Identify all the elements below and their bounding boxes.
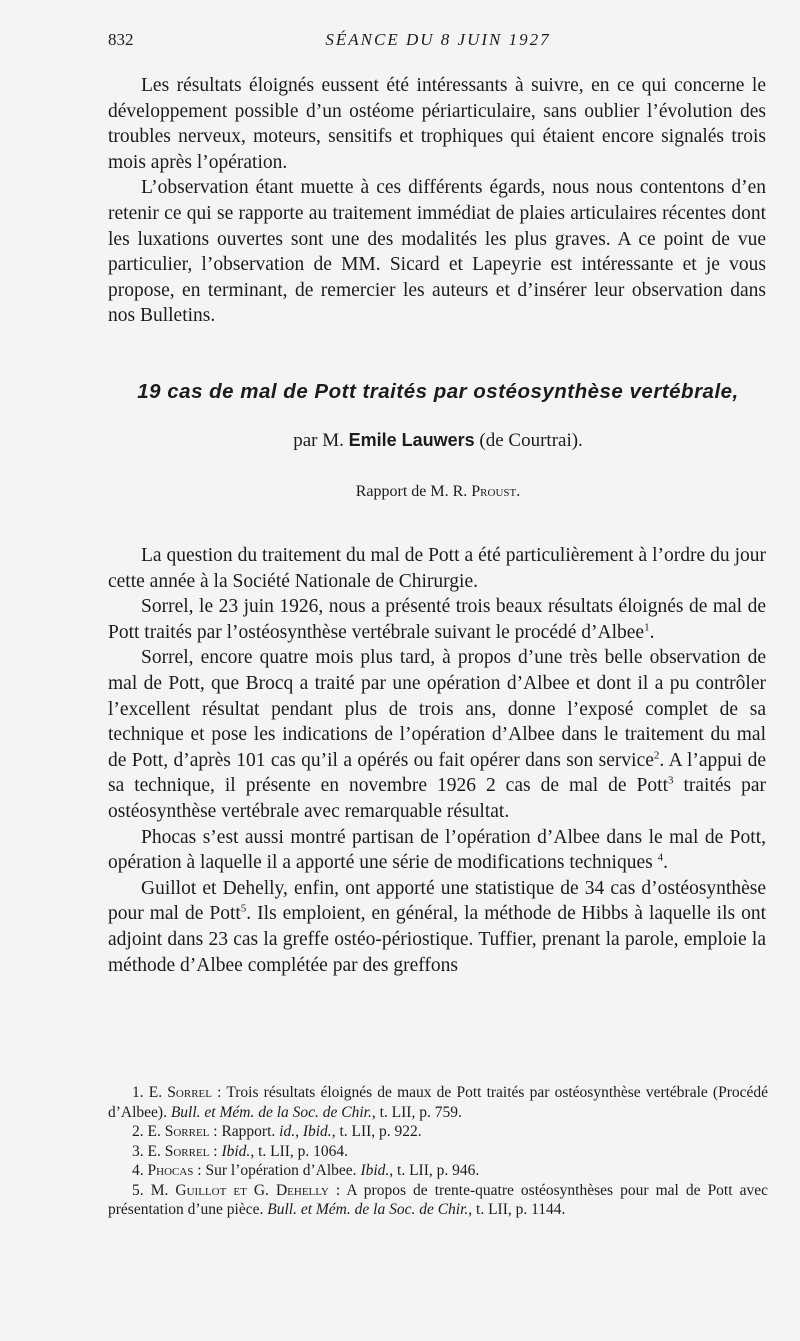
by-prefix: par M. [293, 430, 344, 451]
page-number: 832 [108, 30, 134, 49]
report-prefix: Rapport de M. R. [355, 483, 468, 500]
article-title: 19 cas de mal de Pott traités par ostéosynthèse vertébrale, [137, 380, 739, 403]
footnote: 1. E. Sorrel : Trois résultats éloignés de maux de Pott traités par ostéosynthèse vertébrale (Procédé d’Albee). Bull. et Mém. de la Soc. de Chir., t. LII, p. 759. [108, 1084, 769, 1121]
running-title: SÉANCE DU 8 JUIN 1927 [325, 30, 551, 49]
footnote: 2. E. Sorrel : Rapport. id., Ibid., t. LII, p. 922. [132, 1123, 422, 1140]
intro-paragraph: Les résultats éloignés eussent été intéressants à suivre, en ce qui concerne le développement possible d’un ostéome périarticulaire, sans oublier l’évolution des troubles nerveux, moteurs, sensitifs et trophiques qui étaient encore signalés trois mois après l’opération. [108, 75, 766, 173]
footnote-ref: 4 [657, 851, 664, 864]
paragraph: Sorrel, encore quatre mois plus tard, à propos d’une très belle observation de mal de Pott, que Brocq a traité par une opération d’Albee et dont il a pu contrôler l’excellent résultat pendant plus de trois ans, donne l’exposé complet de sa technique et pose les indications de l’opération d’Albee dans le traitement du mal de Pott, d’après 101 cas qu’il a opérés ou fait opérer dans son service$^2$. A l’appui de sa technique, il présente en novembre 1926 2 cas de mal de Pott$^3$ traités par ostéosynthèse vertébrale avec remarquable résultat. [108, 647, 767, 822]
report-line [108, 483, 768, 501]
author-origin: (de Courtrai). [479, 430, 583, 451]
footnote-ref: 5 [240, 902, 247, 915]
footnote-ref: 2 [653, 749, 660, 762]
reporter-name: Proust. [471, 483, 521, 500]
paragraph: Sorrel, le 23 juin 1926, nous a présenté trois beaux résultats éloignés de mal de Pott traités par l’ostéosynthèse vertébrale suivant le procédé d’Albee$^1$. [108, 596, 766, 643]
footnote: 4. Phocas : Sur l’opération d’Albee. Ibid., t. LII, p. 946. [132, 1162, 480, 1179]
article-body [108, 543, 766, 978]
footnotes [108, 1083, 768, 1220]
author-name: Emile Lauwers [348, 430, 475, 450]
paragraph: Guillot et Dehelly, enfin, ont apporté une statistique de 34 cas d’ostéosynthèse pour mal de Pott$^5$. Ils emploient, en général, la méthode de Hibbs à laquelle ils ont adjoint dans 23 cas la greffe ostéo-périostique. Tuffier, prenant la parole, emploie la méthode d’Albee complétée par des greffons [108, 877, 766, 976]
intro-paragraph: L’observation étant muette à ces différents égards, nous nous contentons d’en retenir ce qui se rapporte au traitement immédiat de plaies articulaires récentes dont les luxations ouvertes sont une des modalités les plus graves. A ce point de vue particulier, l’observation de MM. Sicard et Lapeyrie est intéressante et je vous propose, en terminant, de remercier les auteurs et d’insérer leur observation dans nos Bulletins. [108, 177, 766, 327]
footnote: 5. M. Guillot et G. Dehelly : A propos de trente-quatre ostéosynthèses pour mal de Pott avec présentation d’une pièce. Bull. et Mém. de la Soc. de Chir., t. LII, p. 1144. [108, 1181, 768, 1218]
paragraph: Phocas s’est aussi montré partisan de l’opération d’Albee dans le mal de Pott, opération à laquelle il a apporté une série de modifications techniques $^4$. [108, 826, 766, 874]
page-header [108, 30, 768, 54]
intro-section [108, 73, 766, 329]
footnote-ref: 3 [668, 774, 674, 787]
footnote-ref: 1 [644, 621, 650, 634]
paragraph: La question du traitement du mal de Pott a été particulièrement à l’ordre du jour cette année à la Société Nationale de Chirurgie. [108, 545, 766, 592]
article-byline [108, 430, 768, 452]
footnote: 3. E. Sorrel : Ibid., t. LII, p. 1064. [132, 1142, 349, 1160]
